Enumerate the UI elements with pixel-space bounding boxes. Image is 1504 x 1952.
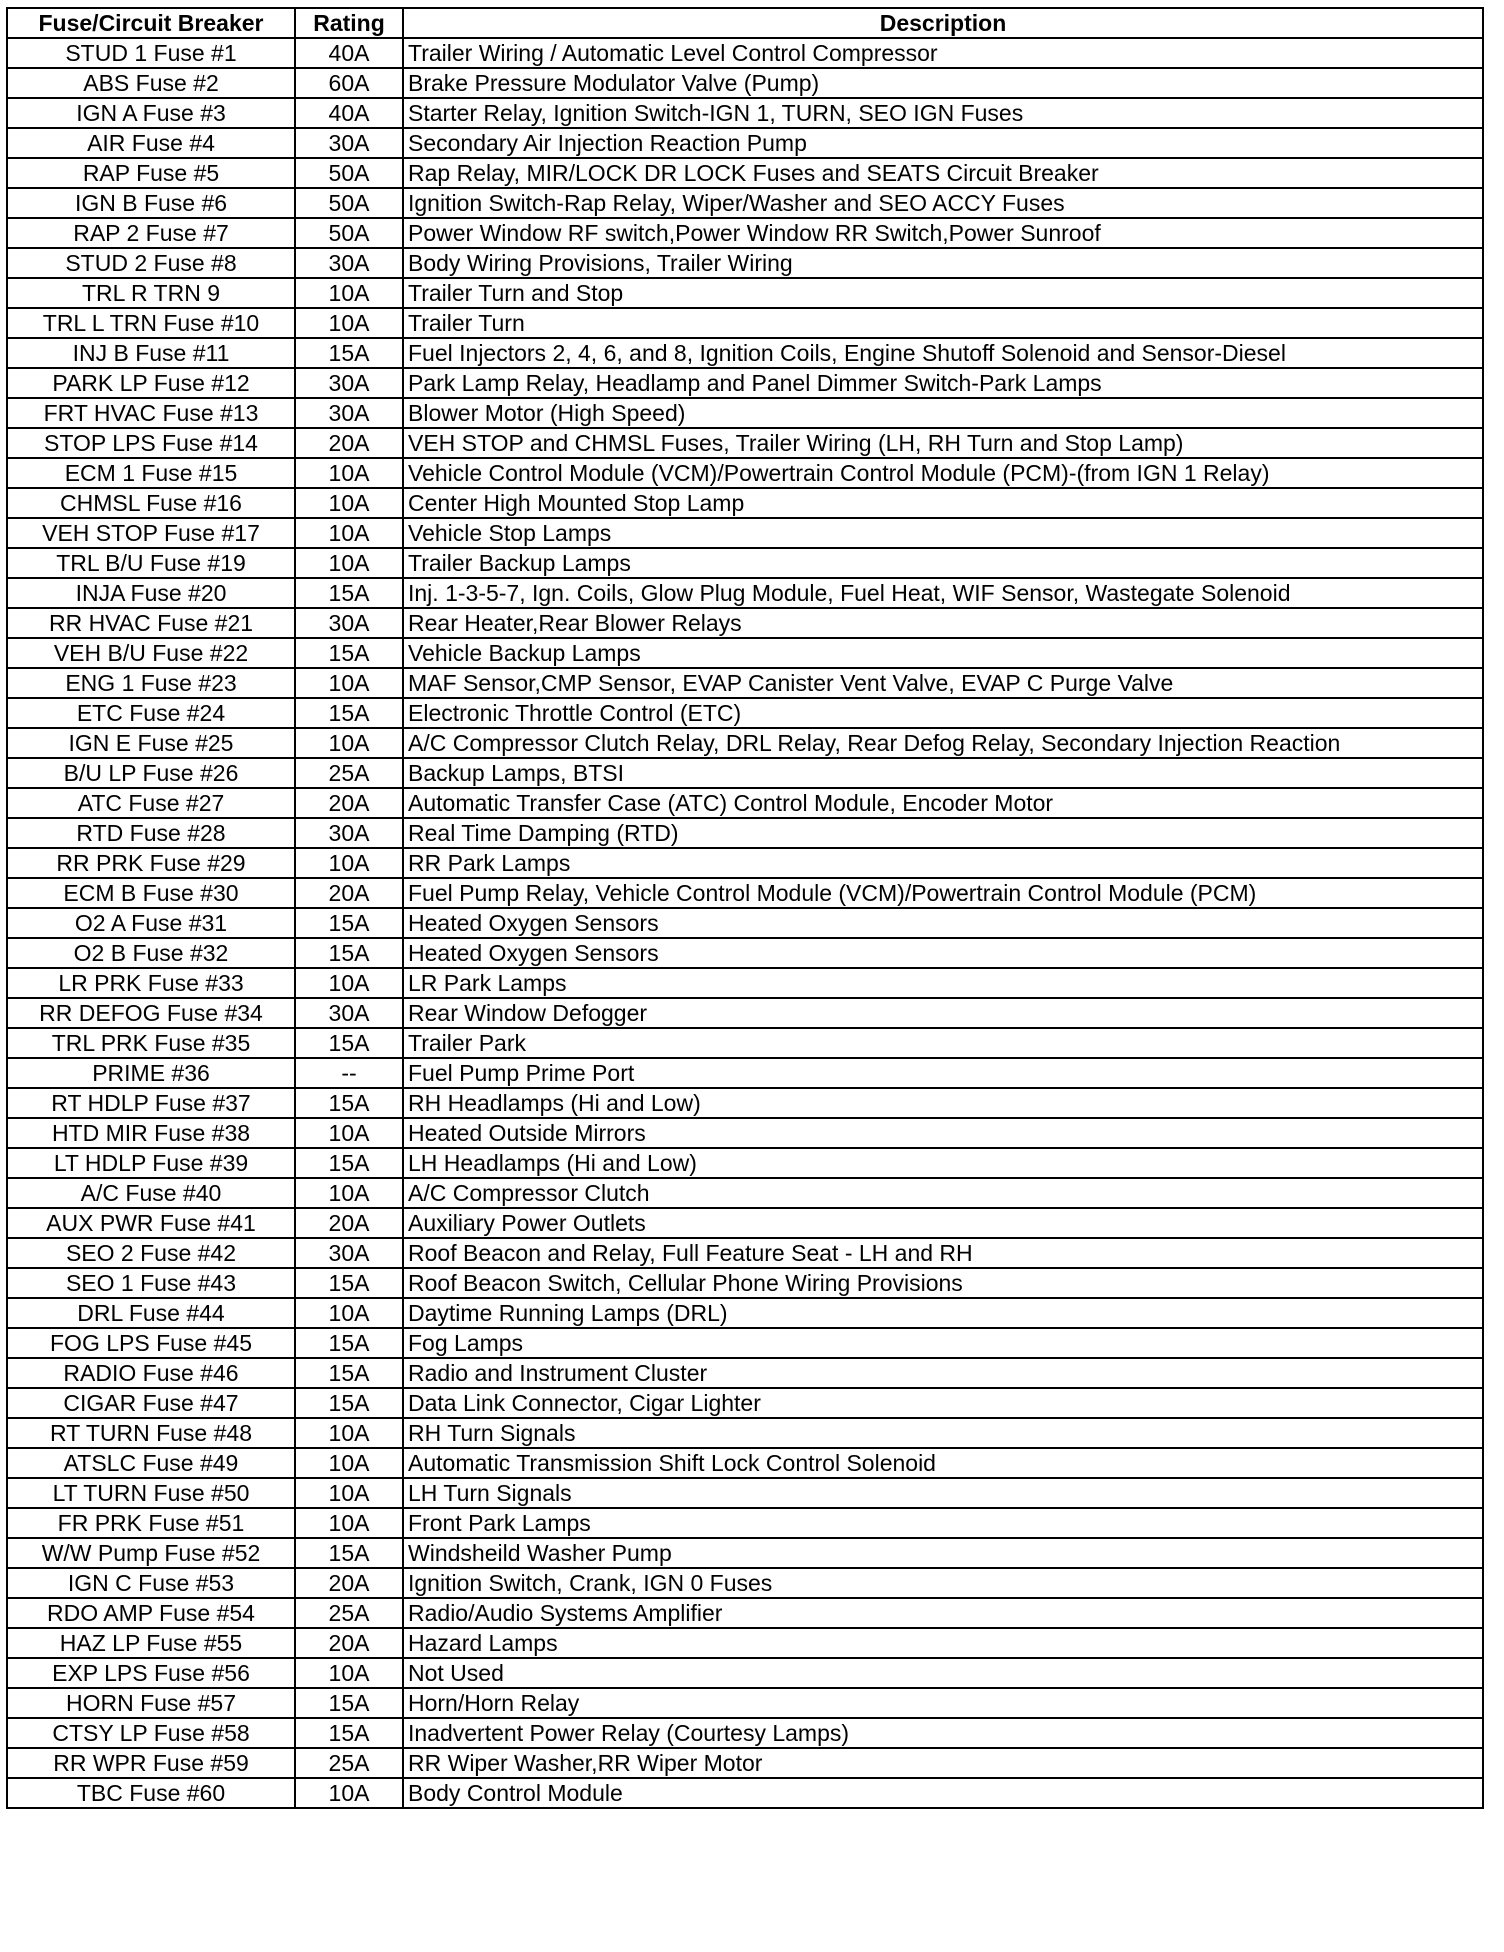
fuse-name-cell: O2 A Fuse #31 [7,908,295,938]
rating-cell: 25A [295,758,403,788]
fuse-name-cell: ETC Fuse #24 [7,698,295,728]
rating-cell: 10A [295,1508,403,1538]
table-row [7,1598,1483,1628]
table-row [7,338,1483,368]
description-cell: Ignition Switch, Crank, IGN 0 Fuses [403,1568,1483,1598]
fuse-name-cell: EXP LPS Fuse #56 [7,1658,295,1688]
description-cell: Heated Oxygen Sensors [403,908,1483,938]
fuse-name-cell: CHMSL Fuse #16 [7,488,295,518]
rating-cell: 15A [295,1148,403,1178]
rating-cell: 10A [295,1178,403,1208]
table-row [7,1088,1483,1118]
table-row [7,638,1483,668]
rating-cell: 30A [295,248,403,278]
table-row [7,578,1483,608]
description-cell: Rap Relay, MIR/LOCK DR LOCK Fuses and SEATS Circuit Breaker [403,158,1483,188]
rating-cell: 10A [295,1298,403,1328]
fuse-name-cell: TRL PRK Fuse #35 [7,1028,295,1058]
fuse-name-cell: RAP 2 Fuse #7 [7,218,295,248]
description-cell: Trailer Turn and Stop [403,278,1483,308]
fuse-table [6,7,1484,1809]
table-header [7,8,1483,38]
table-row [7,1418,1483,1448]
description-cell: Secondary Air Injection Reaction Pump [403,128,1483,158]
table-row [7,1328,1483,1358]
description-cell: Fuel Injectors 2, 4, 6, and 8, Ignition Coils, Engine Shutoff Solenoid and Sensor-Diesel [403,338,1483,368]
fuse-name-cell: ENG 1 Fuse #23 [7,668,295,698]
table-row [7,1028,1483,1058]
table-row [7,158,1483,188]
fuse-name-cell: STUD 2 Fuse #8 [7,248,295,278]
description-cell: Front Park Lamps [403,1508,1483,1538]
description-cell: Daytime Running Lamps (DRL) [403,1298,1483,1328]
rating-cell: 10A [295,308,403,338]
description-cell: Vehicle Control Module (VCM)/Powertrain Control Module (PCM)-(from IGN 1 Relay) [403,458,1483,488]
fuse-name-cell: TRL L TRN Fuse #10 [7,308,295,338]
fuse-name-cell: TRL R TRN 9 [7,278,295,308]
table-row [7,1718,1483,1748]
fuse-name-cell: LT HDLP Fuse #39 [7,1148,295,1178]
description-cell: Heated Outside Mirrors [403,1118,1483,1148]
table-row [7,488,1483,518]
description-cell: Trailer Park [403,1028,1483,1058]
rating-cell: -- [295,1058,403,1088]
rating-cell: 20A [295,788,403,818]
description-cell: Center High Mounted Stop Lamp [403,488,1483,518]
rating-cell: 10A [295,1658,403,1688]
rating-cell: 15A [295,1688,403,1718]
fuse-name-cell: FOG LPS Fuse #45 [7,1328,295,1358]
rating-cell: 50A [295,158,403,188]
rating-cell: 15A [295,1718,403,1748]
fuse-name-cell: STOP LPS Fuse #14 [7,428,295,458]
table-row [7,968,1483,998]
table-row [7,188,1483,218]
description-cell: Body Control Module [403,1778,1483,1808]
rating-cell: 20A [295,1628,403,1658]
description-cell: MAF Sensor,CMP Sensor, EVAP Canister Vent Valve, EVAP C Purge Valve [403,668,1483,698]
table-row [7,548,1483,578]
fuse-name-cell: LR PRK Fuse #33 [7,968,295,998]
description-cell: Roof Beacon and Relay, Full Feature Seat - LH and RH [403,1238,1483,1268]
table-row [7,908,1483,938]
rating-cell: 15A [295,1028,403,1058]
description-cell: RH Turn Signals [403,1418,1483,1448]
table-row [7,1748,1483,1778]
description-cell: LH Turn Signals [403,1478,1483,1508]
table-row [7,308,1483,338]
rating-cell: 25A [295,1598,403,1628]
fuse-name-cell: SEO 1 Fuse #43 [7,1268,295,1298]
table-row [7,368,1483,398]
fuse-name-cell: AIR Fuse #4 [7,128,295,158]
description-cell: Data Link Connector, Cigar Lighter [403,1388,1483,1418]
rating-cell: 10A [295,488,403,518]
table-row [7,278,1483,308]
fuse-name-cell: IGN E Fuse #25 [7,728,295,758]
fuse-name-cell: RTD Fuse #28 [7,818,295,848]
description-cell: Trailer Wiring / Automatic Level Control Compressor [403,38,1483,68]
table-row [7,1688,1483,1718]
fuse-name-cell: RAP Fuse #5 [7,158,295,188]
description-cell: Hazard Lamps [403,1628,1483,1658]
description-cell: Roof Beacon Switch, Cellular Phone Wiring Provisions [403,1268,1483,1298]
rating-cell: 50A [295,188,403,218]
description-cell: Backup Lamps, BTSI [403,758,1483,788]
fuse-name-cell: CIGAR Fuse #47 [7,1388,295,1418]
table-row [7,1208,1483,1238]
rating-cell: 10A [295,1418,403,1448]
fuse-name-cell: B/U LP Fuse #26 [7,758,295,788]
table-row [7,1538,1483,1568]
table-row [7,68,1483,98]
rating-cell: 10A [295,1778,403,1808]
fuse-name-cell: RT HDLP Fuse #37 [7,1088,295,1118]
rating-cell: 20A [295,428,403,458]
fuse-name-cell: A/C Fuse #40 [7,1178,295,1208]
table-row [7,1058,1483,1088]
description-cell: Heated Oxygen Sensors [403,938,1483,968]
rating-cell: 25A [295,1748,403,1778]
rating-cell: 50A [295,218,403,248]
fuse-name-cell: DRL Fuse #44 [7,1298,295,1328]
fuse-name-cell: TRL B/U Fuse #19 [7,548,295,578]
description-cell: Trailer Backup Lamps [403,548,1483,578]
table-row [7,1178,1483,1208]
fuse-name-cell: ABS Fuse #2 [7,68,295,98]
rating-cell: 15A [295,338,403,368]
fuse-name-cell: FR PRK Fuse #51 [7,1508,295,1538]
table-row [7,848,1483,878]
rating-cell: 20A [295,1568,403,1598]
header-row [7,8,1483,38]
description-cell: A/C Compressor Clutch [403,1178,1483,1208]
fuse-name-cell: VEH STOP Fuse #17 [7,518,295,548]
fuse-name-cell: HORN Fuse #57 [7,1688,295,1718]
description-cell: Inadvertent Power Relay (Courtesy Lamps) [403,1718,1483,1748]
rating-cell: 10A [295,518,403,548]
fuse-name-cell: ECM B Fuse #30 [7,878,295,908]
rating-cell: 40A [295,98,403,128]
table-row [7,1388,1483,1418]
fuse-name-cell: RR HVAC Fuse #21 [7,608,295,638]
fuse-name-cell: ATC Fuse #27 [7,788,295,818]
table-row [7,938,1483,968]
description-cell: Rear Heater,Rear Blower Relays [403,608,1483,638]
table-row [7,38,1483,68]
description-cell: Fuel Pump Prime Port [403,1058,1483,1088]
rating-cell: 15A [295,1268,403,1298]
description-cell: Body Wiring Provisions, Trailer Wiring [403,248,1483,278]
header-fuse-circuit-breaker: Fuse/Circuit Breaker [7,8,295,38]
description-cell: Park Lamp Relay, Headlamp and Panel Dimmer Switch-Park Lamps [403,368,1483,398]
description-cell: Brake Pressure Modulator Valve (Pump) [403,68,1483,98]
table-row [7,1118,1483,1148]
rating-cell: 40A [295,38,403,68]
fuse-name-cell: IGN A Fuse #3 [7,98,295,128]
table-row [7,1238,1483,1268]
table-row [7,1358,1483,1388]
rating-cell: 60A [295,68,403,98]
description-cell: Automatic Transmission Shift Lock Control Solenoid [403,1448,1483,1478]
table-row [7,878,1483,908]
description-cell: Auxiliary Power Outlets [403,1208,1483,1238]
rating-cell: 10A [295,548,403,578]
rating-cell: 10A [295,668,403,698]
rating-cell: 30A [295,818,403,848]
description-cell: Real Time Damping (RTD) [403,818,1483,848]
fuse-name-cell: HAZ LP Fuse #55 [7,1628,295,1658]
table-row [7,128,1483,158]
description-cell: Horn/Horn Relay [403,1688,1483,1718]
description-cell: A/C Compressor Clutch Relay, DRL Relay, Rear Defog Relay, Secondary Injection Reaction [403,728,1483,758]
table-row [7,788,1483,818]
description-cell: Vehicle Stop Lamps [403,518,1483,548]
description-cell: Rear Window Defogger [403,998,1483,1028]
fuse-name-cell: ATSLC Fuse #49 [7,1448,295,1478]
table-row [7,398,1483,428]
table-row [7,1268,1483,1298]
description-cell: Windsheild Washer Pump [403,1538,1483,1568]
fuse-name-cell: RDO AMP Fuse #54 [7,1598,295,1628]
fuse-name-cell: RR DEFOG Fuse #34 [7,998,295,1028]
table-row [7,1508,1483,1538]
table-row [7,698,1483,728]
fuse-name-cell: SEO 2 Fuse #42 [7,1238,295,1268]
rating-cell: 15A [295,938,403,968]
table-row [7,98,1483,128]
fuse-name-cell: VEH B/U Fuse #22 [7,638,295,668]
rating-cell: 10A [295,458,403,488]
fuse-name-cell: INJ B Fuse #11 [7,338,295,368]
table-row [7,428,1483,458]
description-cell: RR Park Lamps [403,848,1483,878]
fuse-name-cell: TBC Fuse #60 [7,1778,295,1808]
rating-cell: 15A [295,1088,403,1118]
table-row [7,1568,1483,1598]
description-cell: VEH STOP and CHMSL Fuses, Trailer Wiring (LH, RH Turn and Stop Lamp) [403,428,1483,458]
header-rating: Rating [295,8,403,38]
fuse-name-cell: HTD MIR Fuse #38 [7,1118,295,1148]
rating-cell: 10A [295,848,403,878]
table-row [7,248,1483,278]
table-row [7,1298,1483,1328]
rating-cell: 30A [295,368,403,398]
rating-cell: 30A [295,998,403,1028]
description-cell: Fuel Pump Relay, Vehicle Control Module (VCM)/Powertrain Control Module (PCM) [403,878,1483,908]
fuse-name-cell: RT TURN Fuse #48 [7,1418,295,1448]
rating-cell: 30A [295,1238,403,1268]
description-cell: Fog Lamps [403,1328,1483,1358]
table-row [7,458,1483,488]
table-row [7,998,1483,1028]
description-cell: Power Window RF switch,Power Window RR Switch,Power Sunroof [403,218,1483,248]
rating-cell: 10A [295,278,403,308]
rating-cell: 10A [295,1478,403,1508]
table-row [7,1658,1483,1688]
fuse-name-cell: RR PRK Fuse #29 [7,848,295,878]
rating-cell: 10A [295,1118,403,1148]
rating-cell: 15A [295,578,403,608]
table-row [7,218,1483,248]
description-cell: Automatic Transfer Case (ATC) Control Module, Encoder Motor [403,788,1483,818]
fuse-name-cell: STUD 1 Fuse #1 [7,38,295,68]
description-cell: Inj. 1-3-5-7, Ign. Coils, Glow Plug Module, Fuel Heat, WIF Sensor, Wastegate Solenoid [403,578,1483,608]
fuse-name-cell: AUX PWR Fuse #41 [7,1208,295,1238]
table-row [7,1148,1483,1178]
rating-cell: 15A [295,1358,403,1388]
table-body [7,38,1483,1808]
header-description: Description [403,8,1483,38]
table-row [7,518,1483,548]
fuse-name-cell: IGN C Fuse #53 [7,1568,295,1598]
rating-cell: 15A [295,1538,403,1568]
fuse-name-cell: IGN B Fuse #6 [7,188,295,218]
fuse-name-cell: INJA Fuse #20 [7,578,295,608]
description-cell: Ignition Switch-Rap Relay, Wiper/Washer and SEO ACCY Fuses [403,188,1483,218]
fuse-name-cell: RR WPR Fuse #59 [7,1748,295,1778]
description-cell: Starter Relay, Ignition Switch-IGN 1, TURN, SEO IGN Fuses [403,98,1483,128]
description-cell: RH Headlamps (Hi and Low) [403,1088,1483,1118]
description-cell: Radio/Audio Systems Amplifier [403,1598,1483,1628]
rating-cell: 30A [295,608,403,638]
fuse-name-cell: PARK LP Fuse #12 [7,368,295,398]
table-row [7,1628,1483,1658]
description-cell: RR Wiper Washer,RR Wiper Motor [403,1748,1483,1778]
rating-cell: 20A [295,878,403,908]
table-row [7,758,1483,788]
fuse-name-cell: CTSY LP Fuse #58 [7,1718,295,1748]
description-cell: Not Used [403,1658,1483,1688]
description-cell: LH Headlamps (Hi and Low) [403,1148,1483,1178]
rating-cell: 30A [295,128,403,158]
description-cell: Trailer Turn [403,308,1483,338]
fuse-name-cell: RADIO Fuse #46 [7,1358,295,1388]
table-row [7,608,1483,638]
fuse-name-cell: O2 B Fuse #32 [7,938,295,968]
description-cell: Electronic Throttle Control (ETC) [403,698,1483,728]
table-row [7,728,1483,758]
fuse-name-cell: PRIME #36 [7,1058,295,1088]
table-row [7,818,1483,848]
fuse-name-cell: FRT HVAC Fuse #13 [7,398,295,428]
description-cell: Blower Motor (High Speed) [403,398,1483,428]
rating-cell: 10A [295,1448,403,1478]
rating-cell: 15A [295,908,403,938]
fuse-name-cell: LT TURN Fuse #50 [7,1478,295,1508]
rating-cell: 15A [295,1328,403,1358]
description-cell: Vehicle Backup Lamps [403,638,1483,668]
rating-cell: 10A [295,968,403,998]
table-row [7,668,1483,698]
rating-cell: 15A [295,698,403,728]
table-row [7,1448,1483,1478]
table-row [7,1778,1483,1808]
description-cell: Radio and Instrument Cluster [403,1358,1483,1388]
fuse-name-cell: ECM 1 Fuse #15 [7,458,295,488]
table-row [7,1478,1483,1508]
rating-cell: 15A [295,1388,403,1418]
rating-cell: 20A [295,1208,403,1238]
description-cell: LR Park Lamps [403,968,1483,998]
rating-cell: 15A [295,638,403,668]
rating-cell: 30A [295,398,403,428]
rating-cell: 10A [295,728,403,758]
fuse-name-cell: W/W Pump Fuse #52 [7,1538,295,1568]
